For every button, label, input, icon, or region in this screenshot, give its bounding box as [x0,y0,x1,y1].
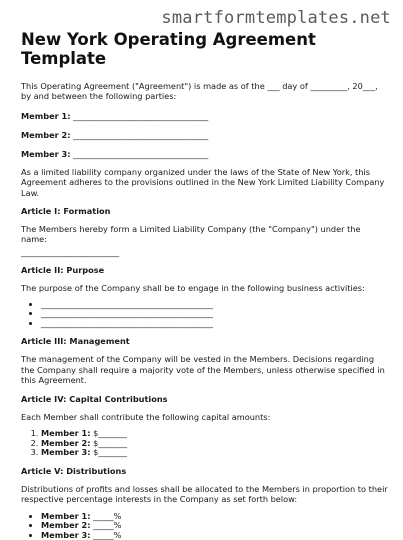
article-2-text: The purpose of the Company shall be to engage in the following business activities: [21,283,365,294]
purpose-line: • __________________________________________ [41,309,389,319]
capital-member-label: Member 1: [41,428,91,439]
document-page [21,30,389,540]
capital-member-label: Member 3: [41,447,91,458]
purpose-lines [21,300,389,329]
capital-item [41,448,389,458]
distribution-item [41,531,389,540]
distribution-member-label: Member 2: [41,520,91,531]
distribution-percent: _____% [93,510,122,521]
capital-amount: $_______ [93,428,127,439]
member-list [21,111,389,159]
member-line-1 [21,111,389,121]
distribution-list [21,512,389,540]
distribution-percent: _____% [93,520,122,531]
distribution-percent: _____% [93,529,122,540]
article-3-text: The management of the Company will be vested in the Members. Decisions regarding the Company shall require a majority vote of the Members, unless otherwise specified in this Agreement. [21,354,385,386]
member-label: Member 2: [21,129,71,140]
watermark: smartformtemplates.net [161,8,391,28]
company-name-blank: ________________________ [21,246,120,257]
article-4-text: Each Member shall contribute the following capital amounts: [21,411,271,422]
llc-paragraph: As a limited liability company organized under the laws of the State of New York, this Agreement adheres to the provisions outlined in the New York Limited Liability Company Law. [21,166,385,198]
intro-paragraph: This Operating Agreement ("Agreement") is made as of the ___ day of _________, 20___, by and between the following parties: [21,81,378,102]
member-label: Member 1: [21,110,71,121]
member-blank: _________________________________ [73,148,209,159]
member-line-3 [21,149,389,159]
article-1-text: The Members hereby form a Limited Liability Company (the "Company") under the name: [21,224,361,245]
article-5-text: Distributions of profits and losses shall be allocated to the Members in proportion to their respective percentage interests in the Company as set forth below: [21,483,388,505]
member-blank: _________________________________ [73,129,209,140]
capital-member-label: Member 2: [41,437,91,448]
article-2-heading: Article II: Purpose [21,265,105,276]
capital-list [21,429,389,458]
article-5-heading: Article V: Distributions [21,465,127,476]
document-title: New York Operating Agreement Template [21,30,316,68]
capital-amount: $_______ [93,437,127,448]
article-3-heading: Article III: Management [21,336,130,347]
member-label: Member 3: [21,148,71,159]
capital-amount: $_______ [93,447,127,458]
member-blank: _________________________________ [73,110,209,121]
distribution-member-label: Member 3: [41,529,91,540]
article-4-heading: Article IV: Capital Contributions [21,393,168,404]
distribution-member-label: Member 1: [41,510,91,521]
article-1-heading: Article I: Formation [21,206,111,217]
member-line-2 [21,130,389,140]
purpose-line: • __________________________________________ [41,300,389,310]
purpose-line: • __________________________________________ [41,319,389,329]
